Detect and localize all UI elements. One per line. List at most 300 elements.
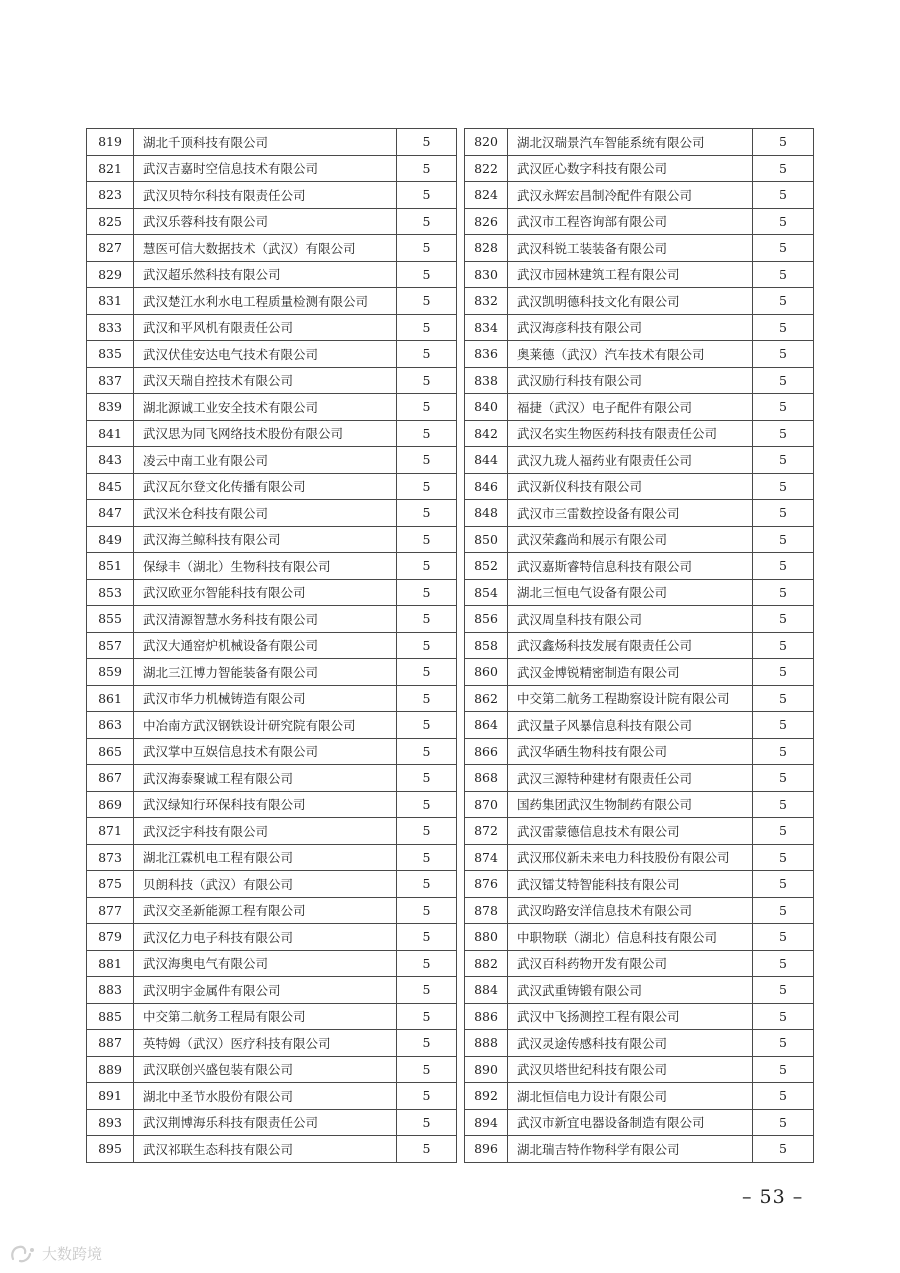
column-gap <box>457 1056 465 1083</box>
left-number-cell: 823 <box>87 182 134 209</box>
right-number-cell: 876 <box>465 871 508 898</box>
left-score-cell: 5 <box>397 818 457 845</box>
right-score-cell: 5 <box>753 791 814 818</box>
right-company-name-cell: 奥莱德（武汉）汽车技术有限公司 <box>508 341 753 368</box>
column-gap <box>457 579 465 606</box>
right-score-cell: 5 <box>753 977 814 1004</box>
left-company-name-cell: 英特姆（武汉）医疗科技有限公司 <box>134 1030 397 1057</box>
right-number-cell: 822 <box>465 155 508 182</box>
column-gap <box>457 235 465 262</box>
right-score-cell: 5 <box>753 1056 814 1083</box>
left-score-cell: 5 <box>397 924 457 951</box>
left-number-cell: 855 <box>87 606 134 633</box>
right-number-cell: 860 <box>465 659 508 686</box>
column-gap <box>457 208 465 235</box>
table-row <box>87 182 814 209</box>
left-number-cell: 893 <box>87 1109 134 1136</box>
right-number-cell: 844 <box>465 447 508 474</box>
right-company-name-cell: 湖北三恒电气设备有限公司 <box>508 579 753 606</box>
left-number-cell: 859 <box>87 659 134 686</box>
left-company-name-cell: 武汉楚江水利水电工程质量检测有限公司 <box>134 288 397 315</box>
left-score-cell: 5 <box>397 553 457 580</box>
left-number-cell: 845 <box>87 473 134 500</box>
right-company-name-cell: 武汉九珑人福药业有限责任公司 <box>508 447 753 474</box>
right-company-name-cell: 武汉百科药物开发有限公司 <box>508 950 753 977</box>
column-gap <box>457 182 465 209</box>
right-score-cell: 5 <box>753 447 814 474</box>
left-number-cell: 867 <box>87 765 134 792</box>
table-row <box>87 341 814 368</box>
left-number-cell: 827 <box>87 235 134 262</box>
left-score-cell: 5 <box>397 288 457 315</box>
left-company-name-cell: 贝朗科技（武汉）有限公司 <box>134 871 397 898</box>
table-row <box>87 738 814 765</box>
table-row <box>87 500 814 527</box>
column-gap <box>457 473 465 500</box>
left-company-name-cell: 湖北千顶科技有限公司 <box>134 129 397 156</box>
right-company-name-cell: 中职物联（湖北）信息科技有限公司 <box>508 924 753 951</box>
right-company-name-cell: 武汉贝塔世纪科技有限公司 <box>508 1056 753 1083</box>
left-score-cell: 5 <box>397 871 457 898</box>
left-company-name-cell: 武汉贝特尔科技有限责任公司 <box>134 182 397 209</box>
right-company-name-cell: 武汉励行科技有限公司 <box>508 367 753 394</box>
right-company-name-cell: 国药集团武汉生物制药有限公司 <box>508 791 753 818</box>
left-company-name-cell: 武汉亿力电子科技有限公司 <box>134 924 397 951</box>
right-company-name-cell: 福捷（武汉）电子配件有限公司 <box>508 394 753 421</box>
left-score-cell: 5 <box>397 579 457 606</box>
column-gap <box>457 526 465 553</box>
left-company-name-cell: 武汉超乐然科技有限公司 <box>134 261 397 288</box>
column-gap <box>457 367 465 394</box>
left-number-cell: 861 <box>87 685 134 712</box>
left-company-name-cell: 武汉海泰聚诚工程有限公司 <box>134 765 397 792</box>
left-score-cell: 5 <box>397 367 457 394</box>
left-company-name-cell: 武汉绿知行环保科技有限公司 <box>134 791 397 818</box>
table-row <box>87 155 814 182</box>
right-number-cell: 824 <box>465 182 508 209</box>
table-row <box>87 129 814 156</box>
column-gap <box>457 500 465 527</box>
left-score-cell: 5 <box>397 447 457 474</box>
left-company-name-cell: 武汉掌中互娱信息技术有限公司 <box>134 738 397 765</box>
right-score-cell: 5 <box>753 553 814 580</box>
right-score-cell: 5 <box>753 924 814 951</box>
company-list-table <box>86 128 814 1163</box>
right-number-cell: 882 <box>465 950 508 977</box>
left-score-cell: 5 <box>397 129 457 156</box>
left-score-cell: 5 <box>397 261 457 288</box>
right-company-name-cell: 武汉凯明德科技文化有限公司 <box>508 288 753 315</box>
table-row <box>87 818 814 845</box>
right-score-cell: 5 <box>753 394 814 421</box>
right-company-name-cell: 武汉三源特种建材有限责任公司 <box>508 765 753 792</box>
left-company-name-cell: 武汉思为同飞网络技术股份有限公司 <box>134 420 397 447</box>
left-number-cell: 883 <box>87 977 134 1004</box>
left-number-cell: 865 <box>87 738 134 765</box>
left-score-cell: 5 <box>397 632 457 659</box>
table-row <box>87 420 814 447</box>
right-number-cell: 864 <box>465 712 508 739</box>
watermark <box>10 1243 102 1264</box>
left-company-name-cell: 武汉交圣新能源工程有限公司 <box>134 897 397 924</box>
table-row <box>87 606 814 633</box>
table-row <box>87 208 814 235</box>
left-number-cell: 863 <box>87 712 134 739</box>
left-number-cell: 869 <box>87 791 134 818</box>
left-company-name-cell: 武汉海兰鲸科技有限公司 <box>134 526 397 553</box>
left-score-cell: 5 <box>397 950 457 977</box>
left-score-cell: 5 <box>397 1109 457 1136</box>
left-number-cell: 879 <box>87 924 134 951</box>
table-row <box>87 897 814 924</box>
table-row <box>87 1030 814 1057</box>
left-score-cell: 5 <box>397 341 457 368</box>
right-number-cell: 868 <box>465 765 508 792</box>
left-number-cell: 839 <box>87 394 134 421</box>
right-score-cell: 5 <box>753 314 814 341</box>
right-number-cell: 862 <box>465 685 508 712</box>
left-number-cell: 895 <box>87 1136 134 1163</box>
right-number-cell: 834 <box>465 314 508 341</box>
table-row <box>87 1083 814 1110</box>
column-gap <box>457 606 465 633</box>
table-row <box>87 659 814 686</box>
column-gap <box>457 818 465 845</box>
left-number-cell: 843 <box>87 447 134 474</box>
column-gap <box>457 738 465 765</box>
left-number-cell: 887 <box>87 1030 134 1057</box>
left-company-name-cell: 武汉天瑞自控技术有限公司 <box>134 367 397 394</box>
right-number-cell: 892 <box>465 1083 508 1110</box>
right-score-cell: 5 <box>753 606 814 633</box>
left-company-name-cell: 湖北中圣节水股份有限公司 <box>134 1083 397 1110</box>
table-row <box>87 526 814 553</box>
column-gap <box>457 977 465 1004</box>
left-number-cell: 875 <box>87 871 134 898</box>
left-number-cell: 889 <box>87 1056 134 1083</box>
right-company-name-cell: 武汉市新宜电器设备制造有限公司 <box>508 1109 753 1136</box>
right-company-name-cell: 武汉周皇科技有限公司 <box>508 606 753 633</box>
left-number-cell: 831 <box>87 288 134 315</box>
left-company-name-cell: 中交第二航务工程局有限公司 <box>134 1003 397 1030</box>
right-score-cell: 5 <box>753 261 814 288</box>
right-number-cell: 866 <box>465 738 508 765</box>
left-number-cell: 825 <box>87 208 134 235</box>
table-row <box>87 844 814 871</box>
table-row <box>87 1056 814 1083</box>
column-gap <box>457 632 465 659</box>
left-score-cell: 5 <box>397 182 457 209</box>
left-number-cell: 891 <box>87 1083 134 1110</box>
column-gap <box>457 447 465 474</box>
right-score-cell: 5 <box>753 579 814 606</box>
left-company-name-cell: 湖北三江博力智能装备有限公司 <box>134 659 397 686</box>
right-score-cell: 5 <box>753 208 814 235</box>
column-gap <box>457 341 465 368</box>
table-row <box>87 447 814 474</box>
left-number-cell: 841 <box>87 420 134 447</box>
table-row <box>87 685 814 712</box>
left-company-name-cell: 武汉荆博海乐科技有限责任公司 <box>134 1109 397 1136</box>
right-company-name-cell: 湖北恒信电力设计有限公司 <box>508 1083 753 1110</box>
right-number-cell: 890 <box>465 1056 508 1083</box>
right-number-cell: 884 <box>465 977 508 1004</box>
right-score-cell: 5 <box>753 818 814 845</box>
right-number-cell: 852 <box>465 553 508 580</box>
table-row <box>87 977 814 1004</box>
table-row <box>87 1003 814 1030</box>
right-number-cell: 820 <box>465 129 508 156</box>
left-score-cell: 5 <box>397 235 457 262</box>
right-score-cell: 5 <box>753 1003 814 1030</box>
column-gap <box>457 553 465 580</box>
page-number: – 53 – <box>742 1186 804 1208</box>
left-number-cell: 873 <box>87 844 134 871</box>
column-gap <box>457 765 465 792</box>
left-company-name-cell: 湖北江霖机电工程有限公司 <box>134 844 397 871</box>
right-company-name-cell: 武汉邢仪新未来电力科技股份有限公司 <box>508 844 753 871</box>
left-score-cell: 5 <box>397 606 457 633</box>
left-score-cell: 5 <box>397 394 457 421</box>
table-row <box>87 553 814 580</box>
left-company-name-cell: 保绿丰（湖北）生物科技有限公司 <box>134 553 397 580</box>
left-score-cell: 5 <box>397 738 457 765</box>
right-score-cell: 5 <box>753 738 814 765</box>
left-score-cell: 5 <box>397 977 457 1004</box>
column-gap <box>457 924 465 951</box>
column-gap <box>457 314 465 341</box>
left-score-cell: 5 <box>397 1056 457 1083</box>
right-score-cell: 5 <box>753 235 814 262</box>
watermark-text: 大数跨境 <box>42 1245 103 1263</box>
left-company-name-cell: 武汉海奥电气有限公司 <box>134 950 397 977</box>
left-company-name-cell: 武汉明宇金属件有限公司 <box>134 977 397 1004</box>
column-gap <box>457 129 465 156</box>
left-number-cell: 819 <box>87 129 134 156</box>
right-company-name-cell: 武汉市工程咨询部有限公司 <box>508 208 753 235</box>
right-company-name-cell: 武汉雷蒙德信息技术有限公司 <box>508 818 753 845</box>
right-number-cell: 854 <box>465 579 508 606</box>
left-number-cell: 847 <box>87 500 134 527</box>
table-row <box>87 791 814 818</box>
right-score-cell: 5 <box>753 341 814 368</box>
column-gap <box>457 155 465 182</box>
left-company-name-cell: 武汉和平风机有限责任公司 <box>134 314 397 341</box>
right-score-cell: 5 <box>753 712 814 739</box>
left-score-cell: 5 <box>397 1030 457 1057</box>
table-row <box>87 288 814 315</box>
left-score-cell: 5 <box>397 765 457 792</box>
right-number-cell: 888 <box>465 1030 508 1057</box>
left-company-name-cell: 湖北源诚工业安全技术有限公司 <box>134 394 397 421</box>
right-number-cell: 832 <box>465 288 508 315</box>
left-number-cell: 821 <box>87 155 134 182</box>
right-score-cell: 5 <box>753 288 814 315</box>
right-score-cell: 5 <box>753 897 814 924</box>
table-row <box>87 314 814 341</box>
table-row <box>87 394 814 421</box>
left-score-cell: 5 <box>397 500 457 527</box>
left-score-cell: 5 <box>397 844 457 871</box>
left-number-cell: 833 <box>87 314 134 341</box>
table-row <box>87 235 814 262</box>
right-company-name-cell: 湖北汉瑞景汽车智能系统有限公司 <box>508 129 753 156</box>
left-score-cell: 5 <box>397 1136 457 1163</box>
right-number-cell: 858 <box>465 632 508 659</box>
left-score-cell: 5 <box>397 314 457 341</box>
right-number-cell: 878 <box>465 897 508 924</box>
right-number-cell: 828 <box>465 235 508 262</box>
table-row <box>87 473 814 500</box>
right-number-cell: 846 <box>465 473 508 500</box>
left-company-name-cell: 武汉乐蓉科技有限公司 <box>134 208 397 235</box>
left-number-cell: 871 <box>87 818 134 845</box>
left-company-name-cell: 武汉市华力机械铸造有限公司 <box>134 685 397 712</box>
column-gap <box>457 394 465 421</box>
right-score-cell: 5 <box>753 632 814 659</box>
left-number-cell: 877 <box>87 897 134 924</box>
column-gap <box>457 897 465 924</box>
right-number-cell: 830 <box>465 261 508 288</box>
left-company-name-cell: 凌云中南工业有限公司 <box>134 447 397 474</box>
table-row <box>87 579 814 606</box>
right-score-cell: 5 <box>753 659 814 686</box>
table-row <box>87 871 814 898</box>
table-row <box>87 367 814 394</box>
right-number-cell: 842 <box>465 420 508 447</box>
right-company-name-cell: 武汉嘉斯睿特信息科技有限公司 <box>508 553 753 580</box>
column-gap <box>457 685 465 712</box>
left-number-cell: 849 <box>87 526 134 553</box>
column-gap <box>457 791 465 818</box>
left-score-cell: 5 <box>397 1083 457 1110</box>
left-company-name-cell: 武汉欧亚尔智能科技有限公司 <box>134 579 397 606</box>
right-company-name-cell: 武汉华硒生物科技有限公司 <box>508 738 753 765</box>
right-company-name-cell: 武汉量子风暴信息科技有限公司 <box>508 712 753 739</box>
left-company-name-cell: 武汉瓦尔登文化传播有限公司 <box>134 473 397 500</box>
right-score-cell: 5 <box>753 367 814 394</box>
left-number-cell: 853 <box>87 579 134 606</box>
left-score-cell: 5 <box>397 155 457 182</box>
left-score-cell: 5 <box>397 1003 457 1030</box>
right-score-cell: 5 <box>753 500 814 527</box>
left-score-cell: 5 <box>397 659 457 686</box>
left-company-name-cell: 武汉吉嘉时空信息技术有限公司 <box>134 155 397 182</box>
table-body <box>87 129 814 1163</box>
right-company-name-cell: 武汉武重铸锻有限公司 <box>508 977 753 1004</box>
right-score-cell: 5 <box>753 1109 814 1136</box>
column-gap <box>457 420 465 447</box>
left-number-cell: 857 <box>87 632 134 659</box>
right-number-cell: 848 <box>465 500 508 527</box>
left-company-name-cell: 武汉联创兴盛包装有限公司 <box>134 1056 397 1083</box>
right-company-name-cell: 武汉永辉宏昌制冷配件有限公司 <box>508 182 753 209</box>
column-gap <box>457 1003 465 1030</box>
right-company-name-cell: 武汉市三雷数控设备有限公司 <box>508 500 753 527</box>
right-score-cell: 5 <box>753 473 814 500</box>
right-company-name-cell: 武汉镭艾特智能科技有限公司 <box>508 871 753 898</box>
right-number-cell: 874 <box>465 844 508 871</box>
right-score-cell: 5 <box>753 844 814 871</box>
right-score-cell: 5 <box>753 526 814 553</box>
left-company-name-cell: 中冶南方武汉钢铁设计研究院有限公司 <box>134 712 397 739</box>
right-score-cell: 5 <box>753 1083 814 1110</box>
column-gap <box>457 1030 465 1057</box>
right-number-cell: 856 <box>465 606 508 633</box>
table-row <box>87 950 814 977</box>
right-company-name-cell: 武汉荣鑫尚和展示有限公司 <box>508 526 753 553</box>
right-company-name-cell: 武汉科锐工装装备有限公司 <box>508 235 753 262</box>
table-row <box>87 924 814 951</box>
right-company-name-cell: 湖北瑞吉特作物科学有限公司 <box>508 1136 753 1163</box>
table-row <box>87 632 814 659</box>
right-company-name-cell: 武汉市园林建筑工程有限公司 <box>508 261 753 288</box>
table-row <box>87 765 814 792</box>
left-company-name-cell: 武汉伏佳安达电气技术有限公司 <box>134 341 397 368</box>
column-gap <box>457 712 465 739</box>
right-score-cell: 5 <box>753 155 814 182</box>
left-number-cell: 837 <box>87 367 134 394</box>
column-gap <box>457 950 465 977</box>
right-company-name-cell: 武汉中飞扬测控工程有限公司 <box>508 1003 753 1030</box>
column-gap <box>457 1083 465 1110</box>
right-score-cell: 5 <box>753 1030 814 1057</box>
right-number-cell: 838 <box>465 367 508 394</box>
right-number-cell: 896 <box>465 1136 508 1163</box>
right-company-name-cell: 武汉金博锐精密制造有限公司 <box>508 659 753 686</box>
right-number-cell: 850 <box>465 526 508 553</box>
right-number-cell: 870 <box>465 791 508 818</box>
left-company-name-cell: 武汉泛宇科技有限公司 <box>134 818 397 845</box>
table-row <box>87 712 814 739</box>
right-score-cell: 5 <box>753 129 814 156</box>
left-number-cell: 851 <box>87 553 134 580</box>
right-company-name-cell: 武汉匠心数字科技有限公司 <box>508 155 753 182</box>
right-company-name-cell: 武汉名实生物医药科技有限责任公司 <box>508 420 753 447</box>
table-row <box>87 1109 814 1136</box>
left-score-cell: 5 <box>397 897 457 924</box>
right-score-cell: 5 <box>753 871 814 898</box>
right-company-name-cell: 中交第二航务工程勘察设计院有限公司 <box>508 685 753 712</box>
right-number-cell: 872 <box>465 818 508 845</box>
left-company-name-cell: 武汉米仓科技有限公司 <box>134 500 397 527</box>
left-company-name-cell: 慧医可信大数据技术（武汉）有限公司 <box>134 235 397 262</box>
column-gap <box>457 261 465 288</box>
column-gap <box>457 659 465 686</box>
right-score-cell: 5 <box>753 1136 814 1163</box>
left-score-cell: 5 <box>397 208 457 235</box>
right-company-name-cell: 武汉鑫炀科技发展有限责任公司 <box>508 632 753 659</box>
right-number-cell: 894 <box>465 1109 508 1136</box>
right-number-cell: 826 <box>465 208 508 235</box>
right-score-cell: 5 <box>753 685 814 712</box>
left-company-name-cell: 武汉清源智慧水务科技有限公司 <box>134 606 397 633</box>
brand-logo-icon <box>10 1244 36 1264</box>
left-score-cell: 5 <box>397 473 457 500</box>
right-number-cell: 880 <box>465 924 508 951</box>
right-company-name-cell: 武汉新仪科技有限公司 <box>508 473 753 500</box>
left-number-cell: 885 <box>87 1003 134 1030</box>
column-gap <box>457 871 465 898</box>
right-score-cell: 5 <box>753 950 814 977</box>
left-company-name-cell: 武汉大通窑炉机械设备有限公司 <box>134 632 397 659</box>
left-company-name-cell: 武汉祁联生态科技有限公司 <box>134 1136 397 1163</box>
left-score-cell: 5 <box>397 712 457 739</box>
left-score-cell: 5 <box>397 685 457 712</box>
right-score-cell: 5 <box>753 420 814 447</box>
right-number-cell: 836 <box>465 341 508 368</box>
column-gap <box>457 1109 465 1136</box>
